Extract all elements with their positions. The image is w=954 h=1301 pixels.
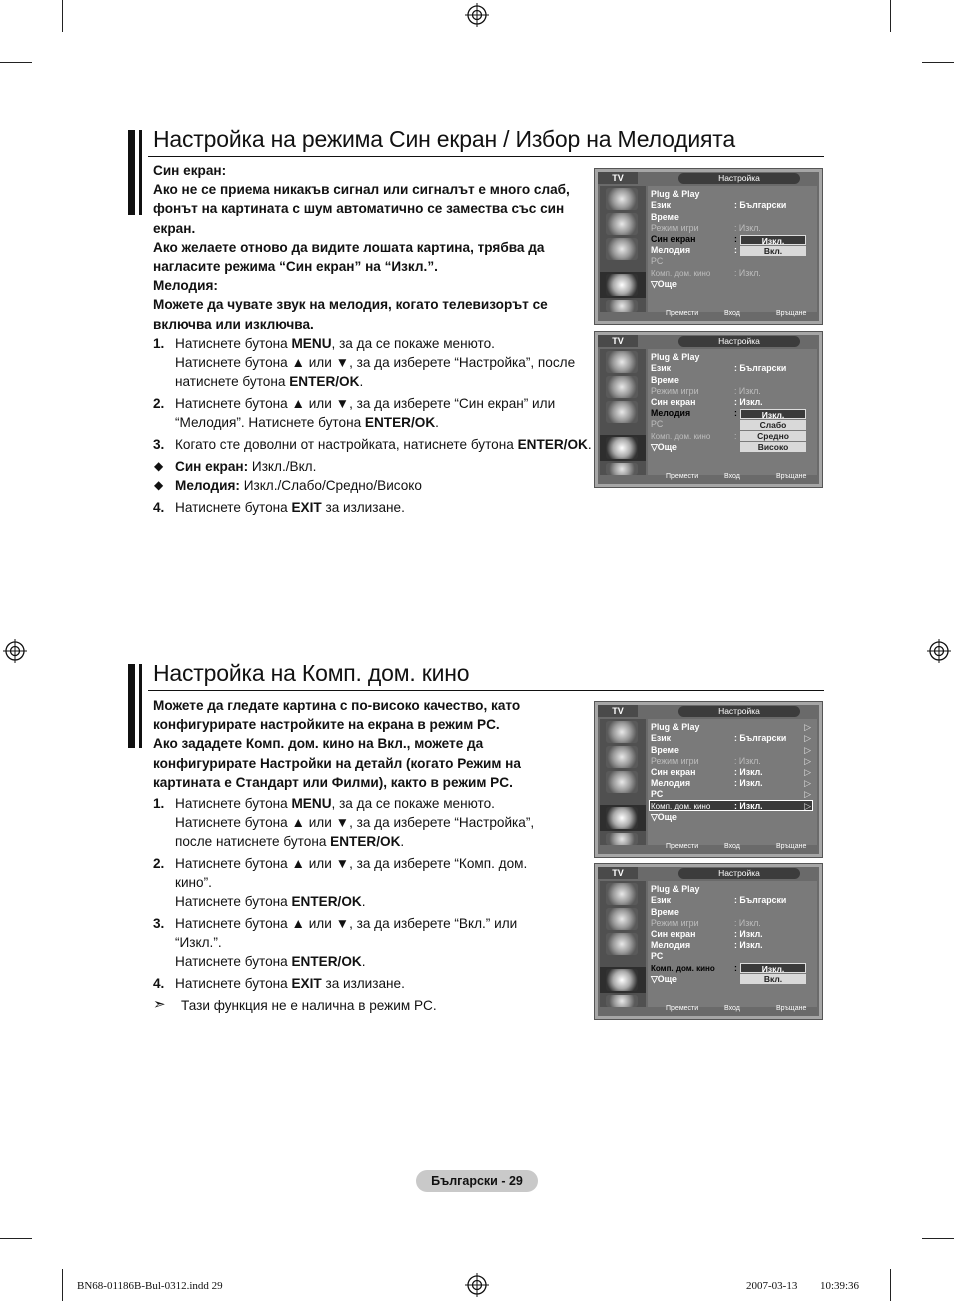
option-label: Син екран:: [175, 459, 249, 474]
registration-mark-icon: [465, 3, 489, 27]
option-bullet: [153, 476, 593, 495]
channel-icon: [606, 933, 638, 955]
step-text: за излизане.: [321, 500, 405, 515]
step-number: 2.: [153, 856, 165, 871]
osd-footer-move: Премести: [666, 843, 699, 850]
title-rule: [148, 156, 824, 157]
osd-screenshot: [594, 331, 823, 488]
osd-value: : Изкл.: [734, 756, 761, 766]
key-label: ENTER/OK: [364, 415, 436, 430]
channel-icon: [606, 238, 638, 260]
osd-tv-label: TV: [598, 335, 638, 347]
picture-icon: [606, 351, 638, 373]
osd-screenshot: [594, 168, 823, 325]
sound-icon: [606, 213, 638, 235]
step-text: Когато сте доволни от настройката, натиснете бутона: [175, 437, 518, 452]
step-text: Натиснете бутона ▲ или ▼, за да изберете “Настройка”, после натиснете бутона: [175, 815, 535, 849]
intro-paragraph: Ако зададете Комп. дом. кино на Вкл., можете да конфигурирате Настройки на детайл (когато Режим на картината е Стандарт или Филми), както в режим PC.: [153, 736, 521, 790]
step-text: Натиснете бутона ▲ или ▼, за да изберете “Вкл.” или “Изкл.”.: [175, 916, 518, 950]
picture-icon: [606, 721, 638, 743]
osd-item: Комп. дом. кино: [651, 269, 711, 278]
osd-option: Вкл.: [740, 246, 806, 256]
osd-value: :: [734, 408, 737, 418]
step-number: 4.: [153, 976, 165, 991]
osd-item: Време: [651, 907, 679, 917]
osd-item: Режим игри: [651, 223, 699, 233]
osd-item: Plug & Play: [651, 884, 700, 894]
section-accent-bar: [139, 664, 142, 748]
osd-item: Време: [651, 375, 679, 385]
diamond-icon: ◆: [154, 459, 164, 473]
step-text: Натиснете бутона: [175, 976, 292, 991]
osd-footer-enter: Вход: [724, 473, 740, 480]
section-title: Настройка на Комп. дом. кино: [153, 660, 470, 686]
picture-icon: [606, 188, 638, 210]
section-accent-bar: [139, 130, 142, 215]
steps-list: [153, 334, 593, 520]
step-text: .: [400, 834, 405, 849]
osd-title: Настройка: [678, 173, 800, 184]
osd-item: PC: [651, 789, 664, 799]
osd-value: : Български: [734, 363, 787, 373]
option-label: Мелодия:: [175, 478, 240, 493]
arrow-right-icon: ▷: [804, 789, 811, 799]
sound-icon: [606, 908, 638, 930]
osd-value: : Изкл.: [734, 929, 763, 939]
crop-mark: [0, 62, 32, 63]
step-item: [153, 435, 593, 454]
channel-icon: [606, 401, 638, 423]
osd-menu-body: [648, 349, 817, 475]
osd-item: Син екран: [651, 397, 696, 407]
step-item: [153, 914, 563, 971]
registration-mark-icon: [927, 639, 951, 663]
step-number: 3.: [153, 916, 165, 931]
step-text: Натиснете бутона ▲ или ▼, за да изберете “Комп. дом. кино”.: [175, 856, 528, 890]
step-text: Натиснете бутона: [175, 500, 292, 515]
section-accent-bar: [128, 664, 135, 748]
arrow-right-icon: ▷: [804, 722, 811, 732]
osd-value: : Изкл.: [734, 386, 761, 396]
arrow-right-icon: ▷: [804, 778, 811, 788]
key-label: EXIT: [291, 500, 322, 515]
osd-option-selected: Изкл.: [740, 409, 806, 419]
osd-footer-move: Премести: [666, 310, 699, 317]
step-text: за излизане.: [321, 976, 405, 991]
osd-item: Син екран: [651, 929, 696, 939]
key-label: ENTER/OK: [291, 954, 362, 969]
osd-item: PC: [651, 951, 664, 961]
osd-item: Комп. дом. кино: [651, 432, 711, 441]
osd-footer-move: Премести: [666, 473, 699, 480]
osd-value: : Изкл.: [734, 397, 763, 407]
key-label: ENTER/OK: [289, 374, 360, 389]
crop-mark: [922, 62, 954, 63]
key-label: EXIT: [291, 976, 322, 991]
section-intro: [153, 696, 553, 792]
osd-menu-body: [648, 186, 817, 312]
osd-icon-column: [600, 186, 646, 312]
osd-item: Мелодия: [651, 778, 691, 788]
print-file-info: BN68-01186B-Bul-0312.indd 29: [77, 1280, 223, 1292]
osd-item: Език: [651, 733, 672, 743]
setup-gear-icon: [606, 807, 638, 829]
registration-mark-icon: [3, 639, 27, 663]
osd-footer-back: Връщане: [776, 310, 807, 317]
osd-value: : Изкл.: [734, 223, 761, 233]
page-number-badge: Български - 29: [416, 1170, 538, 1192]
key-label: ENTER/OK: [330, 834, 401, 849]
osd-item: ▽Още: [651, 279, 677, 289]
osd-value: : Български: [734, 895, 787, 905]
osd-tv-label: TV: [598, 172, 638, 184]
osd-item: Език: [651, 200, 672, 210]
section-title: Настройка на режима Син екран / Избор на Мелодията: [153, 126, 735, 152]
osd-footer-enter: Вход: [724, 1005, 740, 1012]
sound-icon: [606, 376, 638, 398]
step-text: .: [361, 954, 366, 969]
crop-mark: [62, 0, 63, 32]
step-text: .: [587, 437, 592, 452]
step-text: .: [361, 894, 366, 909]
intro-paragraph: Ако не се приема никакъв сигнал или сигналът е много слаб, фонът на картината с шум автоматично се замества със син екран.: [153, 182, 570, 236]
osd-item: Режим игри: [651, 386, 699, 396]
step-number: 1.: [153, 796, 165, 811]
osd-footer-move: Премести: [666, 1005, 699, 1012]
arrow-right-icon: ▷: [804, 767, 811, 777]
osd-item: PC: [651, 256, 664, 266]
intro-heading: Мелодия:: [153, 278, 218, 294]
osd-item: Време: [651, 212, 679, 222]
section-intro: [153, 161, 583, 334]
step-text: , за да се покаже менюто.: [331, 796, 495, 811]
osd-screenshot: [594, 701, 823, 858]
step-text: Натиснете бутона ▲ или ▼, за да изберете “Настройка”, после натиснете бутона: [175, 355, 576, 389]
osd-value: : Изкл.: [734, 268, 761, 278]
osd-item: Време: [651, 745, 679, 755]
title-rule: [148, 690, 824, 691]
osd-value: : Български: [734, 733, 787, 743]
osd-option: Средно: [740, 431, 806, 441]
step-number: 4.: [153, 500, 165, 515]
osd-icon-column: [600, 719, 646, 845]
osd-item: Plug & Play: [651, 722, 700, 732]
osd-item: Мелодия: [651, 940, 691, 950]
step-number: 1.: [153, 336, 165, 351]
intro-heading: Син екран:: [153, 163, 227, 178]
crop-mark: [62, 1269, 63, 1301]
step-item: [153, 498, 593, 517]
osd-menu-body: [648, 719, 817, 845]
arrow-right-icon: ▷: [804, 733, 811, 743]
option-values: Изкл./Вкл.: [248, 459, 317, 474]
setup-gear-icon: [606, 274, 638, 296]
diamond-icon: ◆: [154, 478, 164, 492]
step-item: [153, 794, 563, 851]
step-text: .: [435, 415, 439, 430]
step-text: Натиснете бутона ▲ или ▼, за да изберете “Син екран” или “Мелодия”. Натиснете бутона: [175, 396, 556, 430]
option-values: Изкл./Слабо/Средно/Високо: [239, 478, 422, 493]
osd-option: Слабо: [740, 420, 806, 430]
setup-gear-icon: [606, 437, 638, 459]
note-text: Тази функция не е налична в режим PC.: [181, 998, 437, 1013]
steps-list: [153, 794, 563, 1015]
osd-option-selected: Изкл.: [740, 963, 806, 973]
arrow-right-icon: ▷: [804, 801, 811, 811]
osd-item: Език: [651, 895, 672, 905]
sound-icon: [606, 746, 638, 768]
osd-value: :: [734, 431, 737, 441]
note: [153, 996, 563, 1015]
osd-item: Мелодия: [651, 245, 691, 255]
osd-value: : Изкл.: [734, 767, 763, 777]
option-bullet: [153, 457, 593, 476]
osd-item: Комп. дом. кино: [651, 802, 711, 811]
channel-icon: [606, 771, 638, 793]
osd-item: Мелодия: [651, 408, 691, 418]
step-text: .: [359, 374, 364, 389]
osd-footer: [600, 471, 817, 482]
step-item: [153, 394, 593, 432]
intro-paragraph: Можете да гледате картина с по-високо качество, като конфигурирате настройките на екрана в режим PC.: [153, 698, 521, 733]
osd-value: :: [734, 963, 737, 973]
crop-mark: [0, 1238, 32, 1239]
osd-item: ▽Още: [651, 974, 677, 984]
step-number: 3.: [153, 437, 165, 452]
osd-item: Режим игри: [651, 756, 699, 766]
step-text: , за да се покаже менюто.: [331, 336, 495, 351]
osd-value: :: [734, 234, 737, 244]
osd-value: : Изкл.: [734, 940, 763, 950]
osd-title: Настройка: [678, 336, 800, 347]
osd-footer-back: Връщане: [776, 843, 807, 850]
osd-menu-body: [648, 881, 817, 1007]
osd-item: Plug & Play: [651, 352, 700, 362]
osd-item: ▽Още: [651, 812, 677, 822]
osd-item: Син екран: [651, 234, 696, 244]
crop-mark: [922, 1238, 954, 1239]
osd-option-selected: Изкл.: [740, 235, 806, 245]
osd-value: : Изкл.: [734, 801, 763, 811]
osd-item: Комп. дом. кино: [651, 964, 715, 973]
osd-footer: [600, 308, 817, 319]
arrow-right-icon: ▷: [804, 756, 811, 766]
osd-tv-label: TV: [598, 867, 638, 879]
setup-gear-icon: [606, 969, 638, 991]
osd-value: : Български: [734, 200, 787, 210]
osd-footer-back: Връщане: [776, 473, 807, 480]
osd-option: Високо: [740, 442, 806, 452]
step-text: Натиснете бутона: [175, 336, 292, 351]
osd-footer-enter: Вход: [724, 843, 740, 850]
osd-icon-column: [600, 349, 646, 475]
intro-paragraph: Можете да чувате звук на мелодия, когато телевизорът се включва или изключва.: [153, 297, 548, 332]
registration-mark-icon: [465, 1273, 489, 1297]
note-arrow-icon: ➣: [153, 996, 166, 1013]
osd-title: Настройка: [678, 868, 800, 879]
osd-footer-back: Връщане: [776, 1005, 807, 1012]
osd-title: Настройка: [678, 706, 800, 717]
step-text: Натиснете бутона: [175, 954, 292, 969]
osd-value: : Изкл.: [734, 778, 763, 788]
picture-icon: [606, 883, 638, 905]
osd-item: ▽Още: [651, 442, 677, 452]
osd-icon-column: [600, 881, 646, 1007]
crop-mark: [890, 1269, 891, 1301]
osd-footer: [600, 1003, 817, 1014]
osd-footer-enter: Вход: [724, 310, 740, 317]
key-label: ENTER/OK: [517, 437, 588, 452]
osd-tv-label: TV: [598, 705, 638, 717]
osd-value: : Изкл.: [734, 918, 761, 928]
step-number: 2.: [153, 396, 165, 411]
key-label: MENU: [291, 336, 332, 351]
osd-screenshot: [594, 863, 823, 1020]
osd-option: Вкл.: [740, 974, 806, 984]
step-item: [153, 334, 593, 391]
step-item: [153, 854, 563, 911]
arrow-right-icon: ▷: [804, 745, 811, 755]
osd-item: Език: [651, 363, 672, 373]
section-accent-bar: [128, 130, 135, 215]
intro-paragraph: Ако желаете отново да видите лошата картина, трябва да нагласите режима “Син екран” на “Изкл.”.: [153, 239, 545, 275]
osd-footer: [600, 841, 817, 852]
osd-value: :: [734, 245, 737, 255]
print-date-info: 2007-03-13 ￿￿ 10:39:36: [746, 1280, 860, 1292]
step-item: [153, 974, 563, 993]
osd-item: Син екран: [651, 767, 696, 777]
key-label: ENTER/OK: [291, 894, 362, 909]
step-text: Натиснете бутона: [175, 796, 292, 811]
osd-item: Режим игри: [651, 918, 699, 928]
crop-mark: [890, 0, 891, 32]
step-text: Натиснете бутона: [175, 894, 292, 909]
osd-item: Plug & Play: [651, 189, 700, 199]
key-label: MENU: [291, 796, 332, 811]
osd-item: PC: [651, 419, 664, 429]
